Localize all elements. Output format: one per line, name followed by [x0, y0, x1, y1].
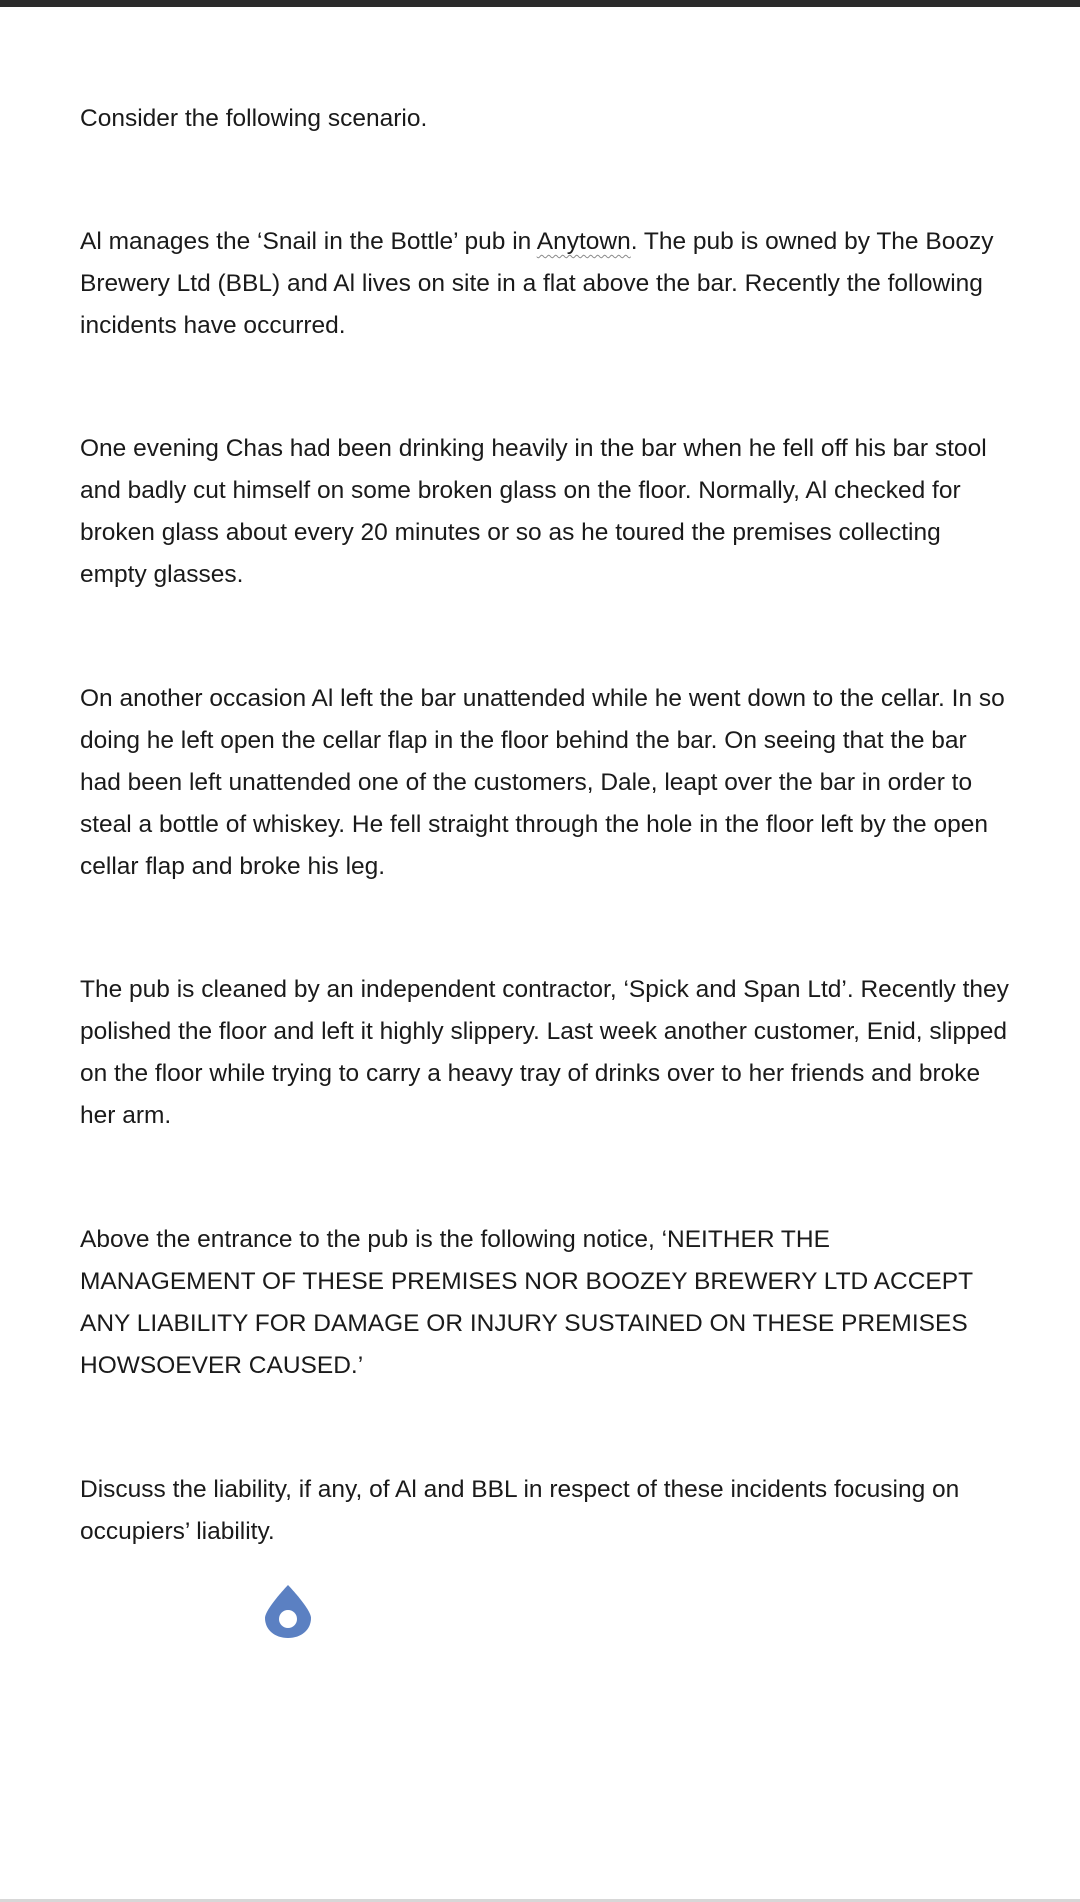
- paragraph-1-text-a: Al manages the ‘Snail in the Bottle’ pub in: [80, 228, 537, 255]
- paragraph-intro: Consider the following scenario.: [80, 105, 428, 132]
- paragraph-3: On another occasion Al left the bar unattended while he went down to the cellar. In so doing he left open the cellar flap in the floor behind the bar. On seeing that the bar had been left unattended one of the customers, Dale, leapt over the bar in order to steal a bottle of whiskey. He fell straight through the hole in the floor left by the open cellar flap and broke his leg.: [80, 685, 1005, 880]
- paragraph-6: Discuss the liability, if any, of Al and BBL in respect of these incidents focusing on occupiers’ liability.: [80, 1476, 960, 1545]
- paragraph-1: [80, 221, 1010, 347]
- spelling-error-word[interactable]: Anytown: [536, 228, 631, 255]
- top-status-bar: [0, 0, 1080, 7]
- text-cursor-handle-icon[interactable]: [261, 1585, 315, 1639]
- paragraph-1-text-b: . The pub is owned by The Boozy Brewery Ltd (BBL) and Al lives on site in a flat above the bar. Recently the following incidents have occurred.: [80, 228, 994, 339]
- paragraph-5: Above the entrance to the pub is the following notice, ‘NEITHER THE MANAGEMENT OF THESE PREMISES NOR BOOZEY BREWERY LTD ACCEPT ANY LIABILITY FOR DAMAGE OR INJURY SUSTAINED ON THESE PREMISES HOWSOEVER CAUSED.’: [80, 1226, 973, 1379]
- paragraph-4: The pub is cleaned by an independent contractor, ‘Spick and Span Ltd’. Recently they polished the floor and left it highly slippery. Last week another customer, Enid, slipped on the floor while trying to carry a heavy tray of drinks over to her friends and broke her arm.: [80, 976, 1009, 1129]
- paragraph-2: One evening Chas had been drinking heavily in the bar when he fell off his bar stool and badly cut himself on some broken glass on the floor. Normally, Al checked for broken glass about every 20 minutes or so as he toured the premises collecting empty glasses.: [80, 435, 987, 588]
